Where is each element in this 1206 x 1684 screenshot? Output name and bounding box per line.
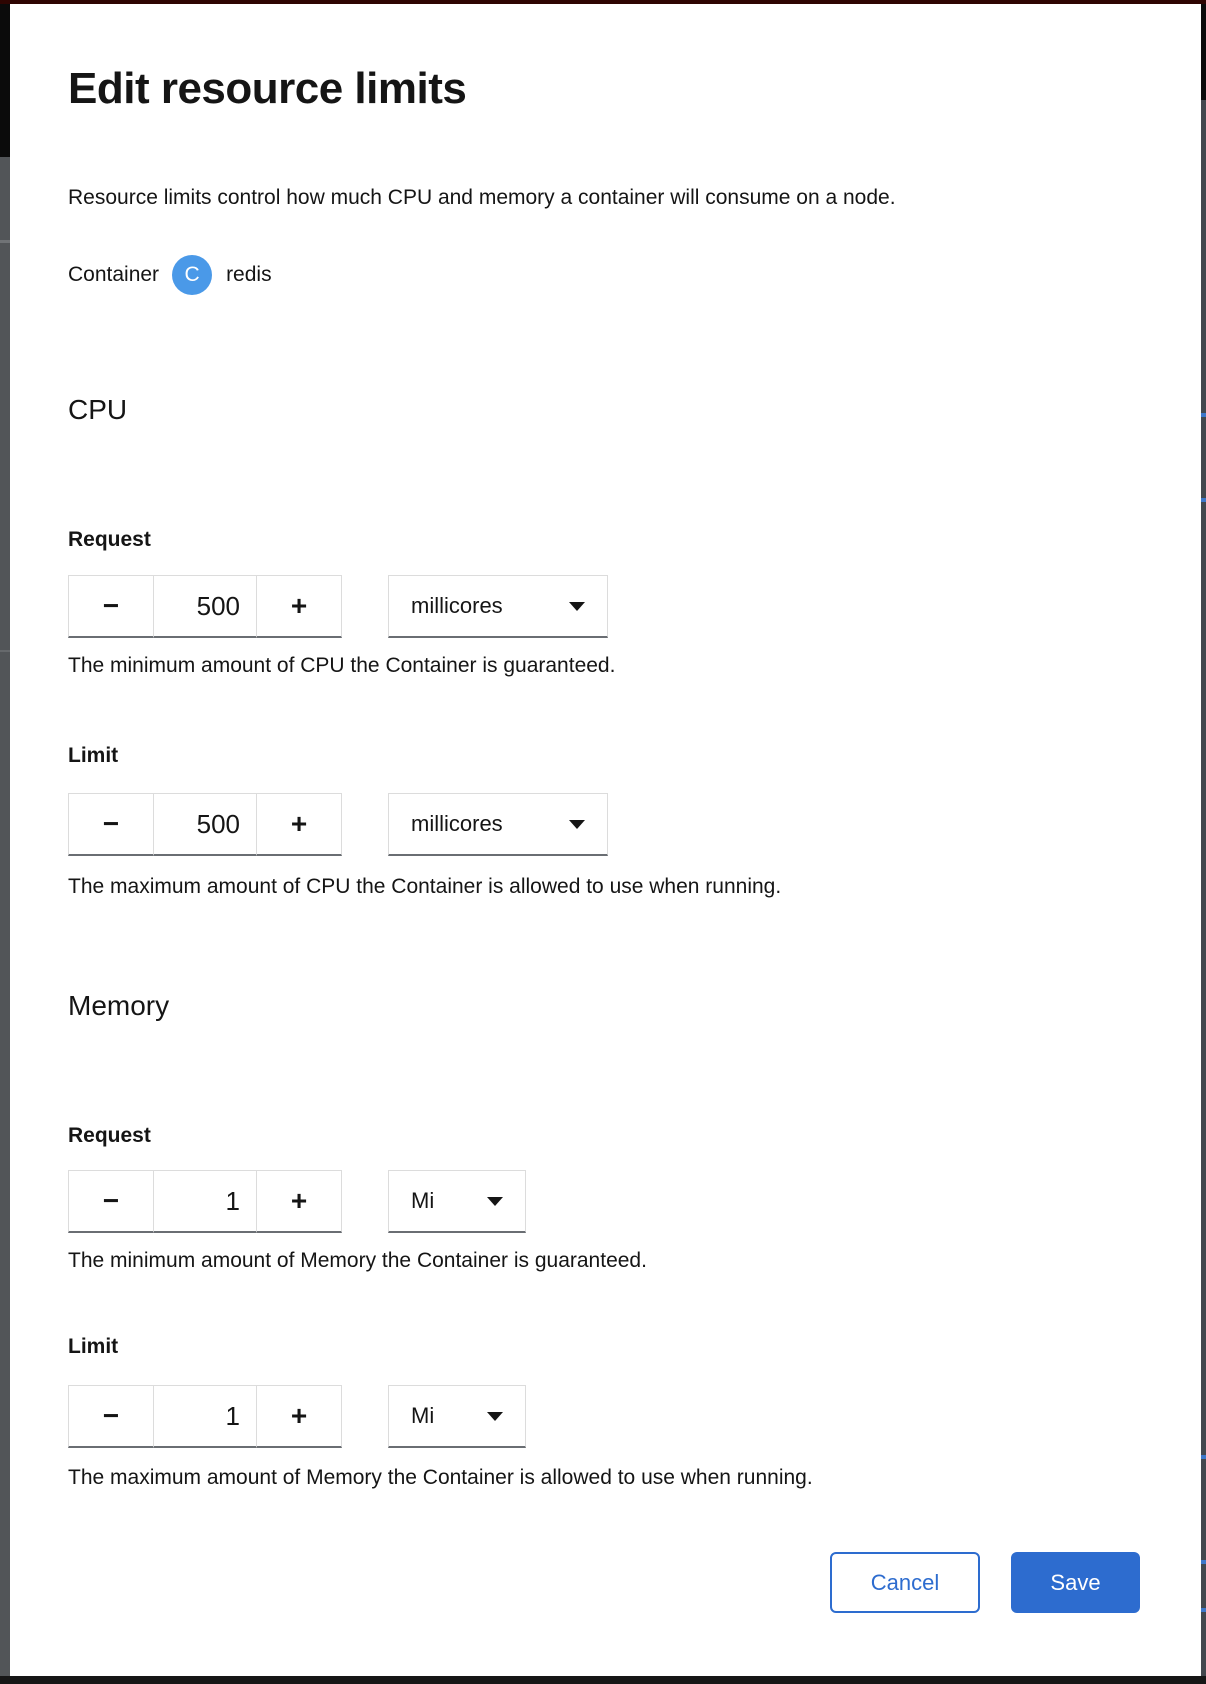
- cpu-limit-plus-button[interactable]: +: [256, 793, 342, 856]
- memory-limit-value-input[interactable]: [154, 1386, 256, 1446]
- modal-title: Edit resource limits: [68, 64, 467, 113]
- memory-request-plus-button[interactable]: +: [256, 1170, 342, 1233]
- cpu-limit-unit-value: millicores: [411, 811, 503, 836]
- caret-down-icon: [569, 602, 585, 611]
- memory-limit-value-field: [153, 1385, 257, 1448]
- cpu-limit-value-input[interactable]: [154, 794, 256, 854]
- cpu-limit-minus-button[interactable]: −: [68, 793, 154, 856]
- cpu-request-label: Request: [68, 528, 151, 551]
- edit-resource-limits-modal: [10, 4, 1201, 1676]
- cpu-request-value-field: [153, 575, 257, 638]
- cpu-limit-help-text: The maximum amount of CPU the Container is allowed to use when running.: [68, 875, 782, 898]
- memory-request-label: Request: [68, 1124, 151, 1147]
- caret-down-icon: [487, 1412, 503, 1421]
- memory-request-value-field: [153, 1170, 257, 1233]
- background-link-fragment: [1201, 1455, 1206, 1459]
- save-button[interactable]: Save: [1011, 1552, 1140, 1613]
- memory-request-minus-button[interactable]: −: [68, 1170, 154, 1233]
- memory-limit-minus-button[interactable]: −: [68, 1385, 154, 1448]
- memory-limit-label: Limit: [68, 1335, 119, 1358]
- background-bottom-strip: [0, 1676, 1206, 1684]
- section-heading-memory: Memory: [68, 990, 170, 1021]
- memory-limit-unit-value: Mi: [411, 1403, 435, 1428]
- container-name: redis: [226, 263, 272, 286]
- modal-description: Resource limits control how much CPU and memory a container will consume on a node.: [68, 186, 896, 209]
- background-link-fragment: [1201, 498, 1206, 502]
- caret-down-icon: [487, 1197, 503, 1206]
- container-row: [68, 254, 272, 296]
- memory-limit-input-group: [68, 1385, 526, 1448]
- memory-request-help-text: The minimum amount of Memory the Container is guaranteed.: [68, 1249, 647, 1272]
- cpu-request-unit-select[interactable]: [388, 575, 608, 638]
- cancel-button[interactable]: Cancel: [830, 1552, 980, 1613]
- background-link-fragment: [1201, 413, 1206, 417]
- memory-request-unit-value: Mi: [411, 1188, 435, 1213]
- memory-limit-unit-select[interactable]: [388, 1385, 526, 1448]
- cpu-request-input-group: [68, 575, 608, 638]
- section-heading-cpu: CPU: [68, 394, 128, 425]
- modal-footer: [830, 1552, 1140, 1613]
- memory-limit-plus-button[interactable]: +: [256, 1385, 342, 1448]
- background-left-divider: [0, 240, 10, 243]
- cpu-limit-value-field: [153, 793, 257, 856]
- cpu-limit-input-group: [68, 793, 608, 856]
- background-left-dark-segment: [0, 0, 10, 157]
- background-right-strip: [1201, 0, 1206, 1684]
- background-left-divider: [0, 650, 10, 652]
- background-left-strip: [0, 0, 10, 1684]
- background-right-dark-segment: [1201, 0, 1206, 100]
- cpu-request-unit-value: millicores: [411, 593, 503, 618]
- cpu-limit-unit-select[interactable]: [388, 793, 608, 856]
- background-link-fragment: [1201, 1608, 1206, 1612]
- container-label: Container: [68, 263, 160, 286]
- page-top-accent-bar: [0, 0, 1206, 4]
- background-link-fragment: [1201, 1560, 1206, 1564]
- caret-down-icon: [569, 820, 585, 829]
- memory-request-unit-select[interactable]: [388, 1170, 526, 1233]
- memory-request-value-input[interactable]: [154, 1171, 256, 1231]
- memory-request-input-group: [68, 1170, 526, 1233]
- cpu-request-plus-button[interactable]: +: [256, 575, 342, 638]
- container-badge-icon: C: [172, 255, 212, 295]
- memory-limit-help-text: The maximum amount of Memory the Container is allowed to use when running.: [68, 1466, 813, 1489]
- cpu-request-help-text: The minimum amount of CPU the Container is guaranteed.: [68, 654, 616, 677]
- cpu-request-value-input[interactable]: [154, 576, 256, 636]
- cpu-request-minus-button[interactable]: −: [68, 575, 154, 638]
- cpu-limit-label: Limit: [68, 744, 119, 767]
